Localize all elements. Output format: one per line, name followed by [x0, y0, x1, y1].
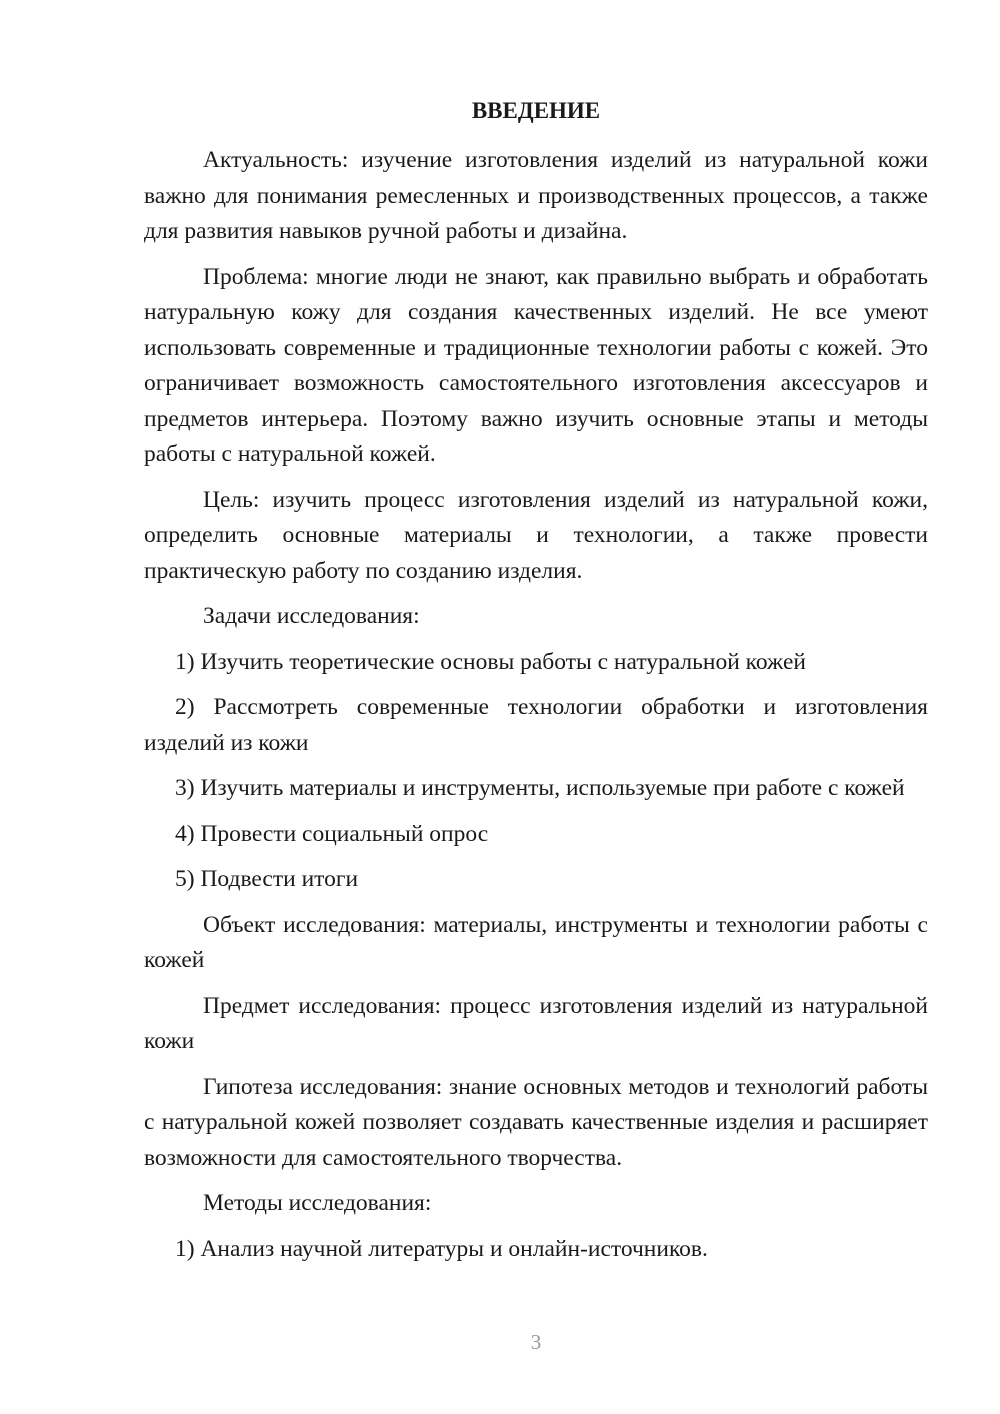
paragraph-goal: Цель: изучить процесс изготовления изделий из натуральной кожи, определить основные материалы и технологии, а также провести практическую работу по созданию изделия.	[144, 486, 928, 584]
paragraph-methods-heading: Методы исследования:	[203, 1190, 432, 1216]
paragraph-hypothesis: Гипотеза исследования: знание основных методов и технологий работы с натуральной кожей позволяет создавать качественные изделия и расширяет возможности для самостоятельного творчества.	[144, 1073, 928, 1171]
document-body	[144, 143, 928, 1277]
paragraph-subject: Предмет исследования: процесс изготовления изделий из натуральной кожи	[144, 992, 928, 1054]
list-item-task-1: 1) Изучить теоретические основы работы с натуральной кожей	[175, 648, 806, 675]
list-item-task-3: 3) Изучить материалы и инструменты, используемые при работе с кожей	[175, 775, 905, 801]
list-item-method-1: 1) Анализ научной литературы и онлайн-источников.	[175, 1235, 708, 1262]
paragraph-object: Объект исследования: материалы, инструменты и технологии работы с кожей	[144, 911, 928, 973]
paragraph-problem: Проблема: многие люди не знают, как правильно выбрать и обработать натуральную кожу для создания качественных изделий. Не все умеют использовать современные и традиционные технологии работы с кожей. Это ограничивает возможность самостоятельного изготовления аксессуаров и предметов интерьера. Поэтому важно изучить основные этапы и методы работы с натуральной кожей.	[144, 263, 928, 467]
list-item-task-2: 2) Рассмотреть современные технологии обработки и изготовления изделий из кожи	[144, 694, 928, 756]
paragraph-tasks-heading: Задачи исследования:	[203, 603, 420, 629]
list-item-task-5: 5) Подвести итоги	[175, 866, 359, 892]
page-number: 3	[530, 1330, 542, 1354]
paragraph-relevance: Актуальность: изучение изготовления изделий из натуральной кожи важно для понимания ремесленных и производственных процессов, а также для развития навыков ручной работы и дизайна.	[144, 147, 928, 244]
list-item-task-4: 4) Провести социальный опрос	[175, 820, 489, 847]
section-heading: ВВЕДЕНИЕ	[471, 98, 601, 123]
